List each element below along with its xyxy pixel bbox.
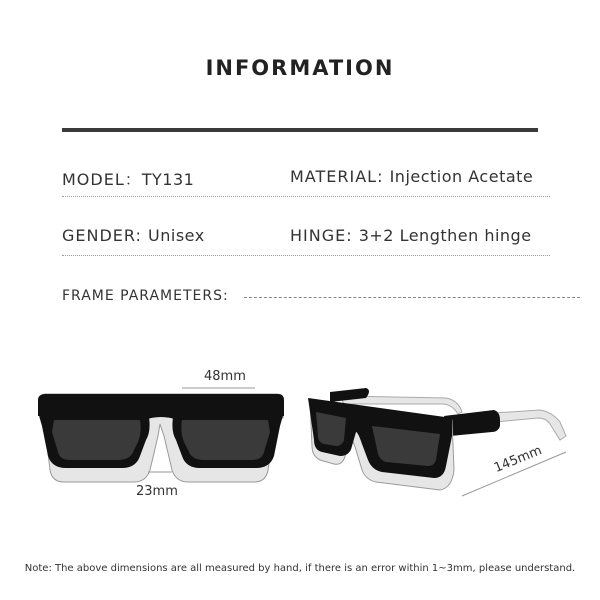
gender-label: GENDER:: [62, 226, 142, 245]
hinge-value: 3+2 Lengthen hinge: [358, 226, 532, 245]
material-value: Injection Acetate: [389, 167, 534, 186]
frame-parameters-label: FRAME PARAMETERS:: [62, 288, 229, 304]
temple-length-text: 145mm: [492, 443, 545, 476]
bridge-width-text: 23mm: [136, 484, 178, 499]
gender-value: Unisex: [148, 226, 205, 245]
hinge-label: HINGE:: [290, 226, 353, 245]
lens-width-text: 48mm: [204, 369, 246, 384]
measurement-note: Note: The above dimensions are all measured by hand, if there is an error within 1~3mm, please understand.: [24, 563, 576, 574]
model-value: TY131: [141, 170, 195, 189]
material-label: MATERIAL:: [290, 167, 384, 186]
model-label: MODEL：: [62, 170, 142, 189]
page-title: INFORMATION: [205, 56, 395, 80]
